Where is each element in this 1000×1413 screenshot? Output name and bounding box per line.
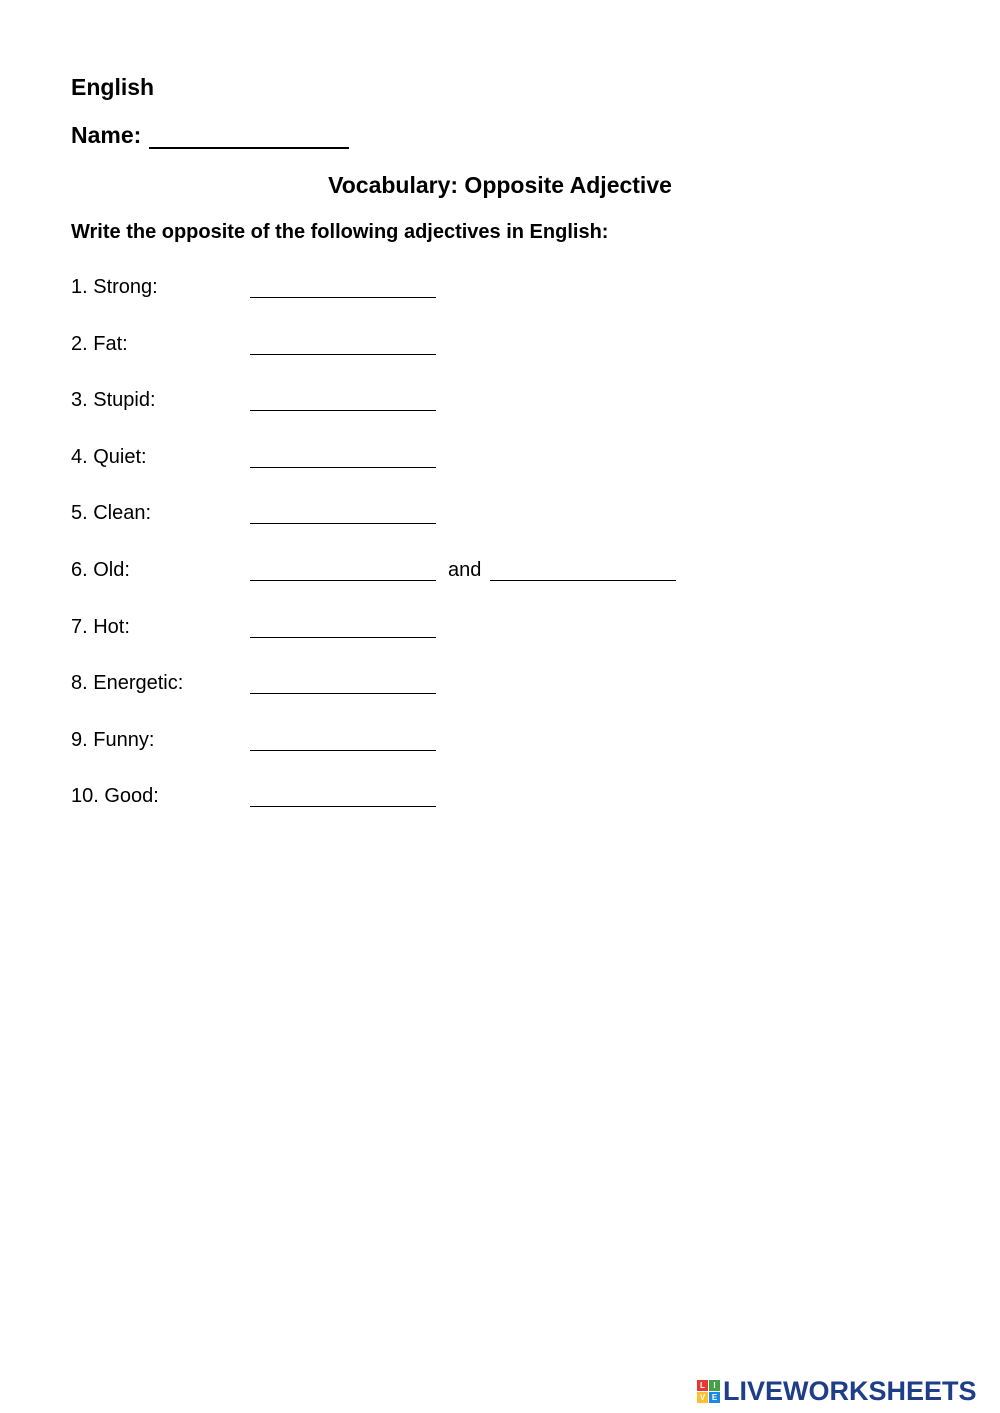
- question-label: 7. Hot:: [71, 615, 130, 638]
- answer-blank[interactable]: [250, 467, 436, 468]
- connector-word: and: [448, 558, 482, 581]
- answer-blank[interactable]: [250, 637, 436, 638]
- liveworksheets-logo: [697, 1376, 977, 1407]
- answer-blank[interactable]: [250, 523, 436, 524]
- answer-blank[interactable]: [250, 354, 436, 355]
- answer-blank[interactable]: [250, 806, 436, 807]
- question-list: [71, 276, 771, 842]
- question-row: [71, 785, 771, 842]
- question-row: [71, 333, 771, 390]
- logo-text: LIVEWORKSHEETS: [723, 1376, 977, 1406]
- logo-cell: E: [709, 1392, 720, 1403]
- name-input-line[interactable]: [149, 123, 349, 149]
- question-label: 10. Good:: [71, 785, 159, 808]
- answer-blank[interactable]: [250, 580, 436, 581]
- question-label: 5. Clean:: [71, 502, 152, 525]
- logo-cell: V: [697, 1392, 708, 1403]
- question-label: 3. Stupid:: [71, 389, 156, 412]
- question-label: 4. Quiet:: [71, 445, 147, 468]
- subject-heading: English: [71, 74, 155, 100]
- answer-blank[interactable]: [250, 750, 436, 751]
- question-label: 6. Old:: [71, 558, 130, 581]
- instruction-text: Write the opposite of the following adjectives in English:: [71, 221, 609, 243]
- question-label: 9. Funny:: [71, 728, 155, 751]
- question-row: [71, 729, 771, 786]
- logo-cell: I: [709, 1380, 720, 1391]
- worksheet-title: Vocabulary: Opposite Adjective: [328, 172, 672, 198]
- question-label: 1. Strong:: [71, 276, 158, 298]
- answer-blank-second[interactable]: [490, 580, 676, 581]
- question-row: [71, 672, 771, 729]
- question-label: 2. Fat:: [71, 332, 128, 355]
- answer-blank[interactable]: [250, 297, 436, 298]
- question-row: [71, 502, 771, 559]
- question-row: [71, 389, 771, 446]
- logo-mark-icon: [697, 1380, 720, 1403]
- answer-blank[interactable]: [250, 693, 436, 694]
- question-row: [71, 276, 771, 333]
- question-label: 8. Energetic:: [71, 672, 184, 695]
- question-row: [71, 446, 771, 503]
- name-row: [71, 122, 349, 149]
- logo-cell: L: [697, 1380, 708, 1391]
- question-row: [71, 616, 771, 673]
- name-label: Name:: [71, 122, 142, 148]
- question-row: [71, 559, 771, 616]
- answer-blank[interactable]: [250, 410, 436, 411]
